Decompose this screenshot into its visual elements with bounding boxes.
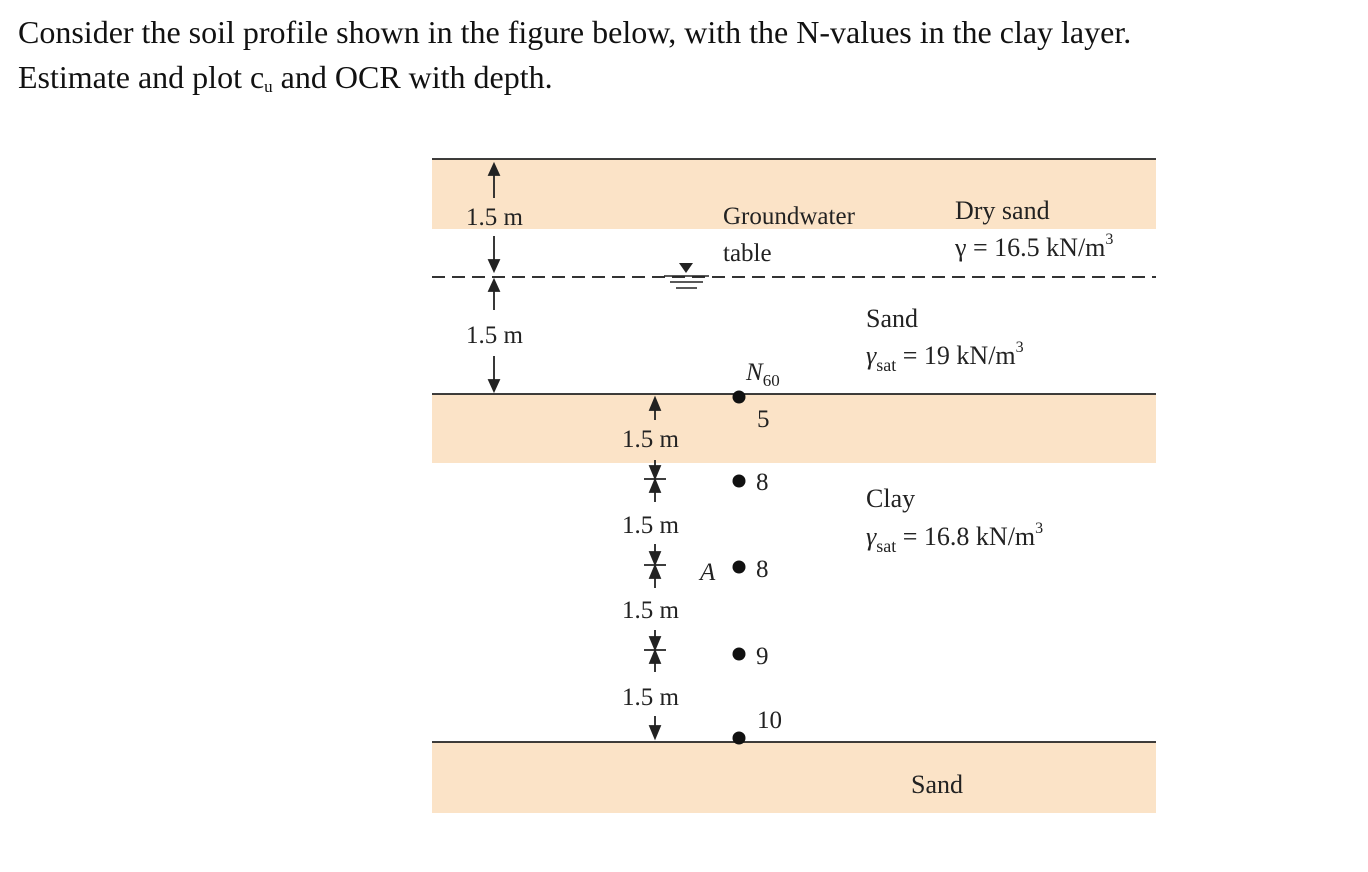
n60-point-1: [733, 391, 746, 404]
sand-gamma-exp: 3: [1015, 339, 1024, 356]
question-line-2-prefix: Estimate and plot c: [18, 59, 265, 95]
n60-value-1: 5: [757, 406, 770, 433]
n60-value-3: 8: [756, 556, 769, 583]
sand-gamma: [866, 339, 1024, 375]
clay-gamma-exp: 3: [1035, 520, 1044, 537]
dry-sand-gamma-value: = 16.5 kN/m: [966, 233, 1106, 262]
clay-gamma-symbol: γ: [866, 522, 877, 551]
groundwater-label-line-2: table: [723, 240, 772, 267]
n60-symbol: N: [746, 359, 763, 386]
question-line-1: Consider the soil profile shown in the figure below, with the N-values in the clay layer.: [18, 14, 1132, 50]
n60-value-4: 9: [756, 643, 769, 670]
sand-gamma-value: = 19 kN/m: [896, 341, 1016, 370]
point-a-label: A: [700, 559, 716, 586]
n60-header: [745, 359, 780, 390]
n60-point-2: [733, 475, 746, 488]
n60-value-5: 10: [757, 707, 782, 734]
clay-top-band: [432, 394, 1156, 463]
sand-gamma-sub: sat: [876, 355, 897, 375]
bottom-sand-label: Sand: [911, 770, 963, 799]
clay-label: Clay: [866, 484, 916, 513]
sand-label: Sand: [866, 304, 918, 333]
water-table-icon: [664, 263, 709, 288]
dry-sand-gamma-symbol: γ: [955, 233, 967, 262]
n60-point-4: [733, 648, 746, 661]
n60-point-3: [733, 561, 746, 574]
n60-value-2: 8: [756, 469, 769, 496]
groundwater-label-line-1: Groundwater: [723, 203, 855, 230]
depth-label-clay-3: 1.5 m: [622, 597, 679, 624]
depth-label-clay-1: 1.5 m: [622, 426, 679, 453]
dry-sand-label: Dry sand: [955, 196, 1050, 225]
sand-gamma-symbol: γ: [866, 341, 877, 370]
n60-sub: 60: [762, 371, 780, 390]
depth-label-top-1: 1.5 m: [466, 204, 523, 231]
clay-gamma: [866, 520, 1043, 556]
dry-sand-gamma-exp: 3: [1105, 231, 1114, 248]
depth-label-clay-2: 1.5 m: [622, 512, 679, 539]
bottom-sand-band: [432, 742, 1156, 813]
clay-gamma-value: = 16.8 kN/m: [896, 522, 1036, 551]
clay-gamma-sub: sat: [876, 536, 897, 556]
cu-subscript: u: [264, 77, 273, 96]
n60-point-5: [733, 732, 746, 745]
question-line-2-suffix: and OCR with depth.: [272, 59, 553, 95]
depth-label-top-2: 1.5 m: [466, 322, 523, 349]
depth-label-clay-4: 1.5 m: [622, 684, 679, 711]
dry-sand-gamma: [954, 231, 1113, 262]
